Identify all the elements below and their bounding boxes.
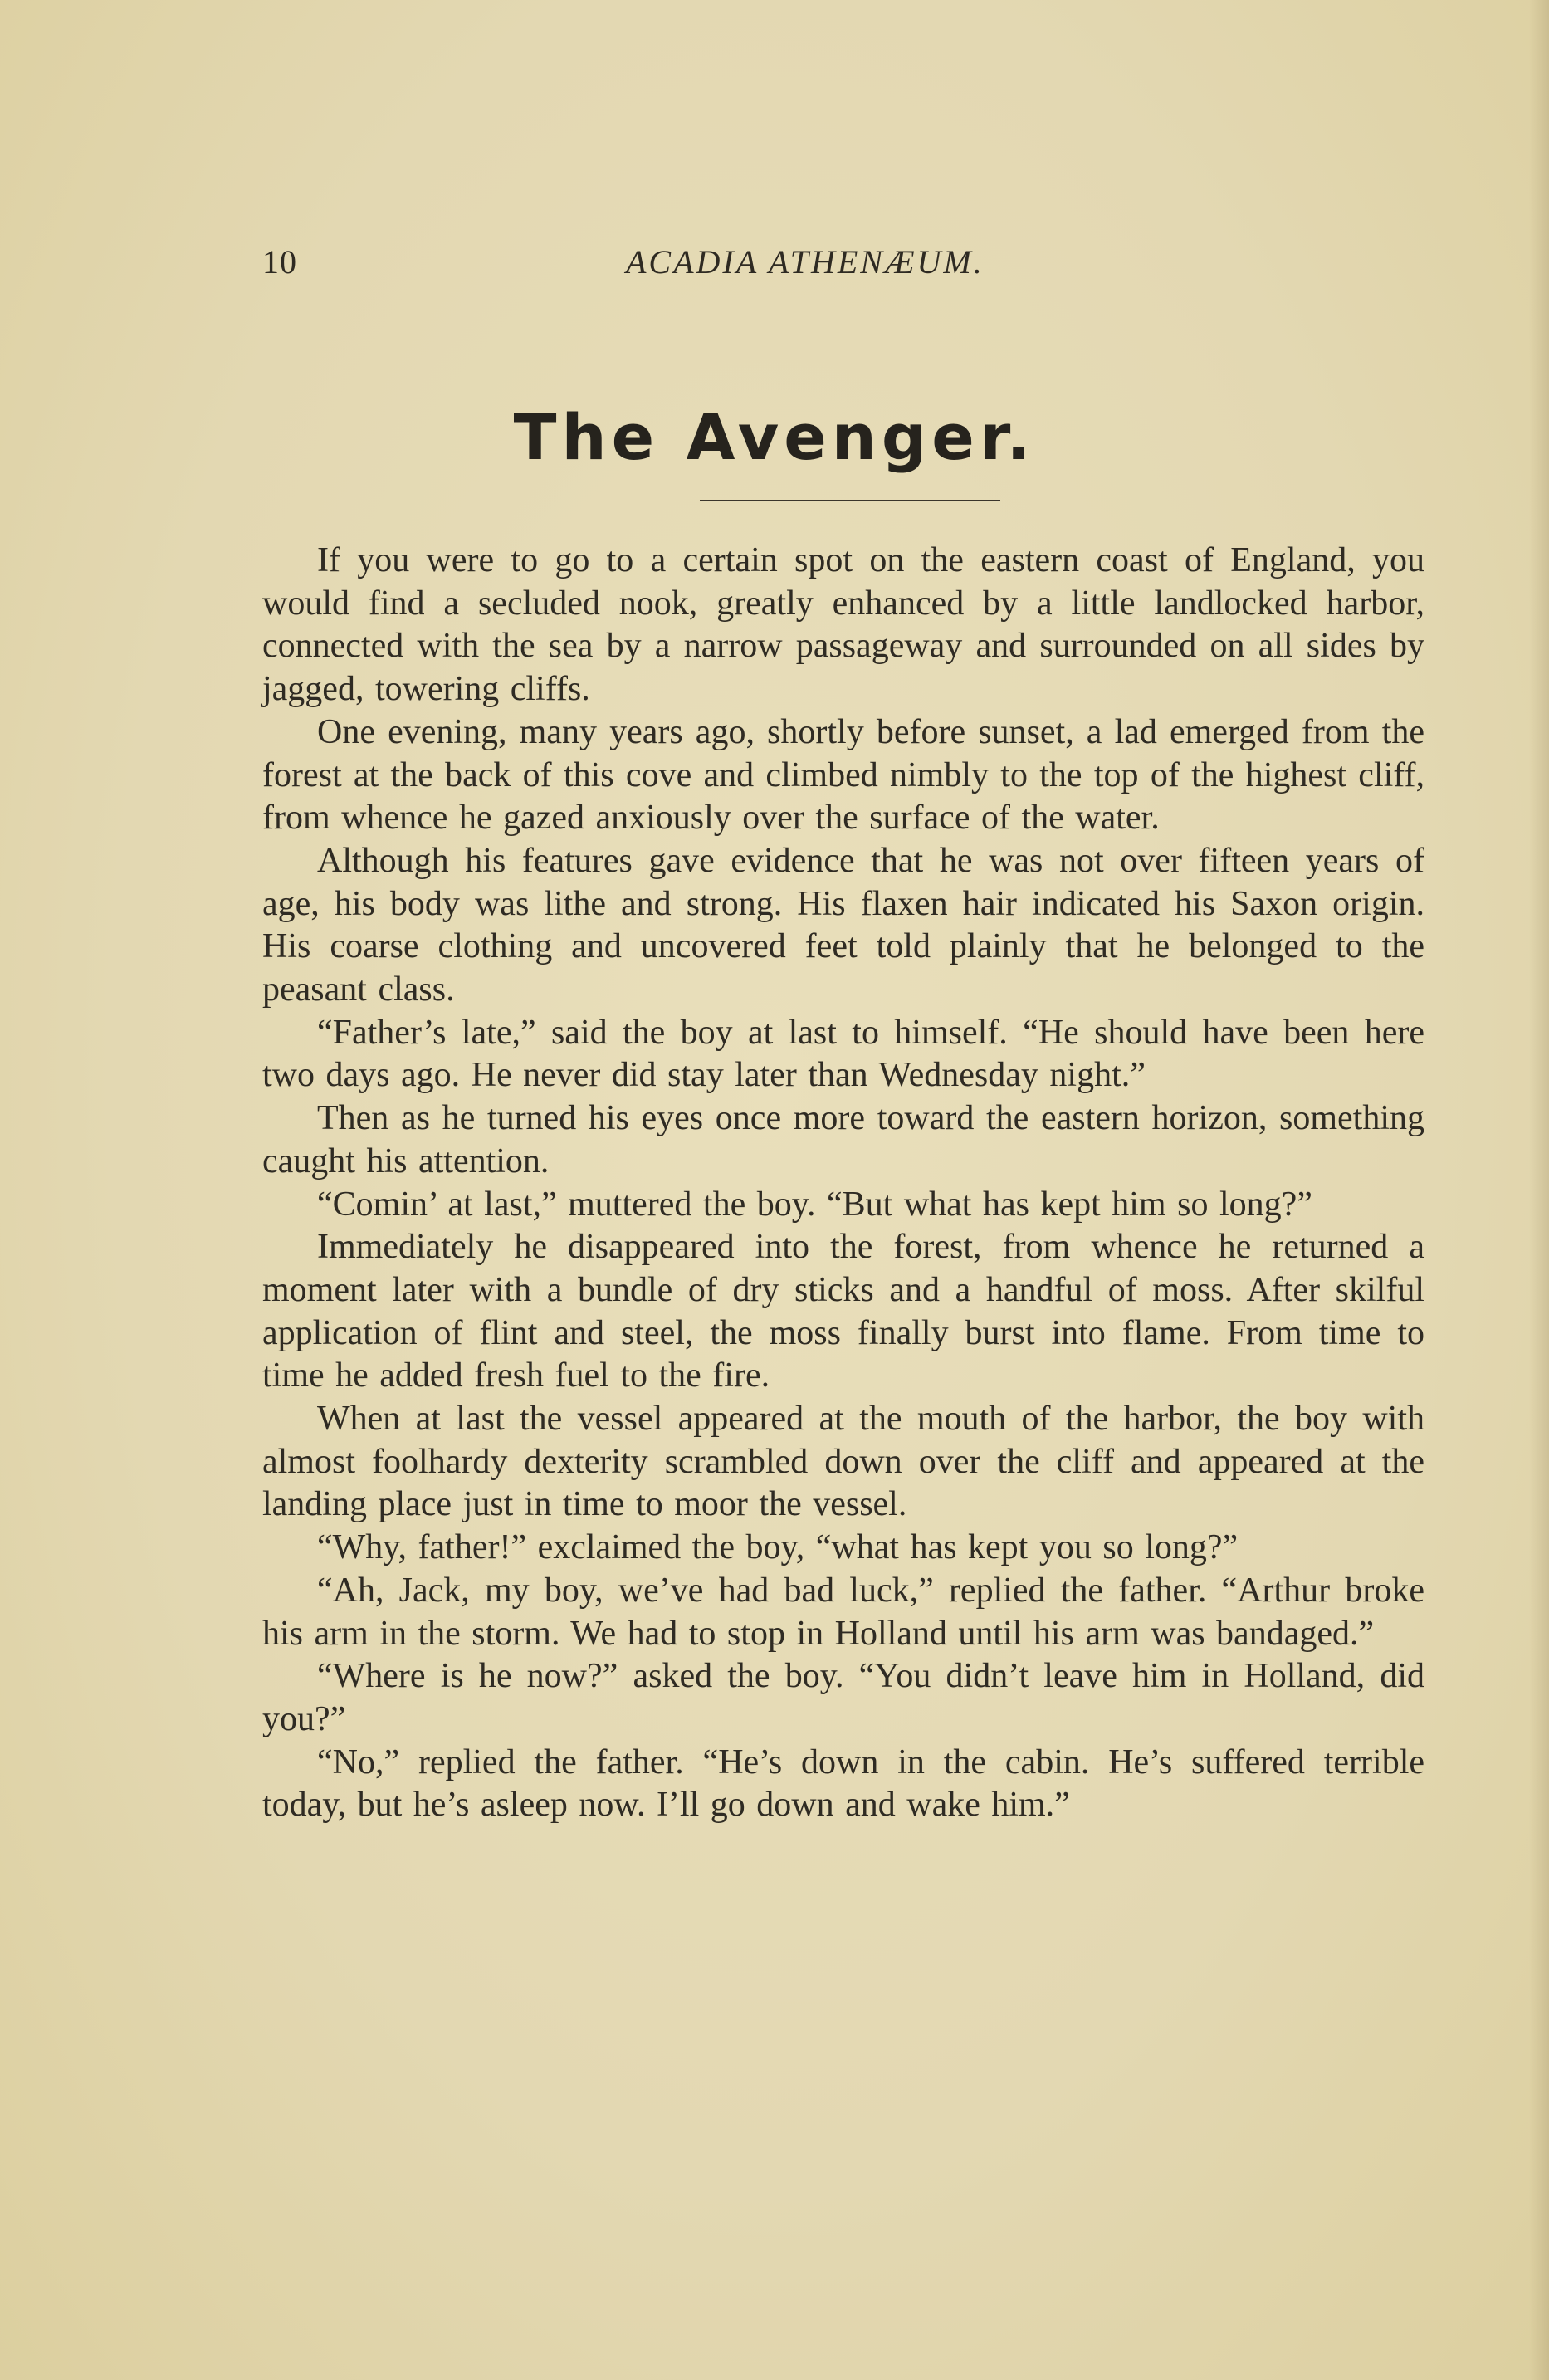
paragraph: Then as he turned his eyes once more toward the eastern horizon, something caught his attention. — [262, 1099, 1424, 1180]
running-head — [262, 242, 1424, 292]
article-body — [262, 540, 1424, 1827]
paragraph: “Father’s late,” said the boy at last to himself. “He should have been here two days ago. He never did stay later than Wednesday night.” — [262, 1013, 1424, 1095]
paragraph: One evening, many years ago, shortly before sunset, a lad emerged from the forest at the back of this cove and climbed nimbly to the top of the highest cliff, from whence he gazed anxiously over the surface of the water. — [262, 712, 1424, 838]
journal-name: ACADIA ATHENÆUM. — [626, 243, 985, 281]
paragraph: Although his features gave evidence that he was not over fifteen years of age, his body was lithe and strong. His flaxen hair indicated his Saxon origin. His coarse clothing and uncovered feet told plainly that he belonged to the peasant class. — [262, 841, 1424, 1009]
page-number: 10 — [262, 243, 297, 281]
article-title: The Avenger. — [513, 400, 1036, 474]
title-rule — [700, 500, 1000, 501]
paragraph: “No,” replied the father. “He’s down in the cabin. He’s suffered terrible today, but he’s asleep now. I’ll go down and wake him.” — [262, 1742, 1424, 1825]
page-spine-shadow — [1529, 0, 1549, 2380]
paragraph: Immediately he disappeared into the forest, from whence he returned a moment later with a bundle of dry sticks and a handful of moss. After skilful application of flint and steel, the moss finally burst into flame. From time to time he added fresh fuel to the fire. — [262, 1228, 1424, 1395]
paragraph: If you were to go to a certain spot on the eastern coast of England, you would find a secluded nook, greatly enhanced by a little landlocked harbor, connected with the sea by a narrow passageway and surrounded on all sides by jagged, towering cliffs. — [262, 541, 1424, 709]
paragraph: “Why, father!” exclaimed the boy, “what has kept you so long?” — [317, 1528, 1239, 1567]
paragraph: “Ah, Jack, my boy, we’ve had bad luck,” replied the father. “Arthur broke his arm in the storm. We had to stop in Holland until his arm was bandaged.” — [262, 1571, 1424, 1653]
paragraph: “Where is he now?” asked the boy. “You didn’t leave him in Holland, did you?” — [262, 1657, 1424, 1738]
paragraph: “Comin’ at last,” muttered the boy. “But what has kept him so long?” — [317, 1185, 1312, 1224]
paragraph: When at last the vessel appeared at the mouth of the harbor, the boy with almost foolhardy dexterity scrambled down over the cliff and appeared at the landing place just in time to moor the vessel. — [262, 1400, 1424, 1524]
